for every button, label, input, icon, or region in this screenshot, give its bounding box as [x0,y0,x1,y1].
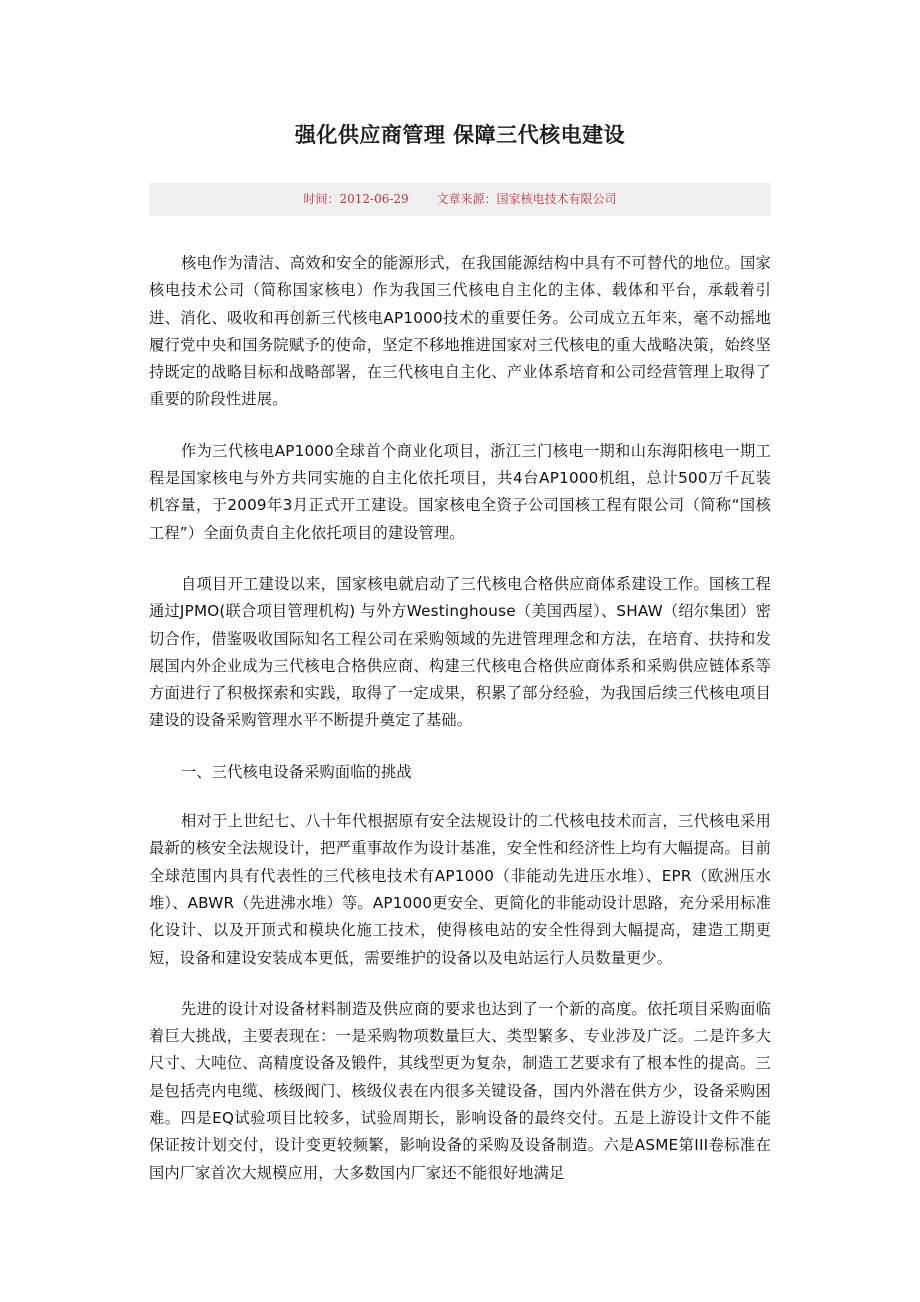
paragraph: 先进的设计对设备材料制造及供应商的要求也达到了一个新的高度。依托项目采购面临着巨大挑战，主要表现在：一是采购物项数量巨大、类型繁多、专业涉及广泛。二是许多大尺寸、大吨位、高精度设备及锻件，其线型更为复杂，制造工艺要求有了根本性的提高。三是包括壳内电缆、核级阀门、核级仪表在内很多关键设备，国内外潜在供方少，设备采购困难。四是EQ试验项目比较多，试验周期长，影响设备的最终交付。五是上游设计文件不能保证按计划交付，设计变更较频繁，影响设备的采购及设备制造。六是ASME第III卷标准在国内厂家首次大规模应用，大多数国内厂家还不能很好地满足 [149,999,771,1182]
article-meta-bar [149,183,771,216]
paragraph: 作为三代核电AP1000全球首个商业化项目，浙江三门核电一期和山东海阳核电一期工程是国家核电与外方共同实施的自主化依托项目，共4台AP1000机组，总计500万千瓦装机容量，于2009年3月正式开工建设。国家核电全资子公司国核工程有限公司（简称“国核工程”）全面负责自主化依托项目的建设管理。 [149,441,771,542]
paragraph: 自项目开工建设以来，国家核电就启动了三代核电合格供应商体系建设工作。国核工程通过JPMO(联合项目管理机构) 与外方Westinghouse（美国西屋）、SHAW（绍尔集团）密切合作，借鉴吸收国际知名工程公司在采购领域的先进管理理念和方法，在培育、扶持和发展国内外企业成为三代核电合格供应商、构建三代核电合格供应商体系和采购供应链体系等方面进行了积极探索和实践，取得了一定成果，积累了部分经验，为我国后续三代核电项目建设的设备采购管理水平不断提升奠定了基础。 [149,574,771,730]
article-source: 文章来源：国家核电技术有限公司 [436,192,617,206]
article-title: 强化供应商管理 保障三代核电建设 [294,123,626,147]
paragraph: 核电作为清洁、高效和安全的能源形式，在我国能源结构中具有不可替代的地位。国家核电技术公司（简称国家核电）作为我国三代核电自主化的主体、载体和平台，承载着引进、消化、吸收和再创新三代核电AP1000技术的重要任务。公司成立五年来，毫不动摇地履行党中央和国务院赋予的使命，坚定不移地推进国家对三代核电的重大战略决策，始终坚持既定的战略目标和战略部署，在三代核电自主化、产业体系培育和公司经营管理上取得了重要的阶段性进展。 [149,254,771,409]
section-heading: 一、三代核电设备采购面临的挑战 [181,762,412,781]
paragraph: 相对于上世纪七、八十年代根据原有安全法规设计的二代核电技术而言，三代核电采用最新的核安全法规设计，把严重事故作为设计基准，安全性和经济性上均有大幅提高。目前全球范围内具有代表性的三代核电技术有AP1000（非能动先进压水堆）、EPR（欧洲压水堆）、ABWR（先进沸水堆）等。AP1000更安全、更简化的非能动设计思路，充分采用标准化设计、以及开顶式和模块化施工技术，使得核电站的安全性得到大幅提高，建造工期更短，设备和建设安装成本更低，需要维护的设备以及电站运行人员数量更少。 [149,812,771,967]
publish-time: 时间：2012-06-29 [303,192,409,206]
article-body [149,250,771,1211]
